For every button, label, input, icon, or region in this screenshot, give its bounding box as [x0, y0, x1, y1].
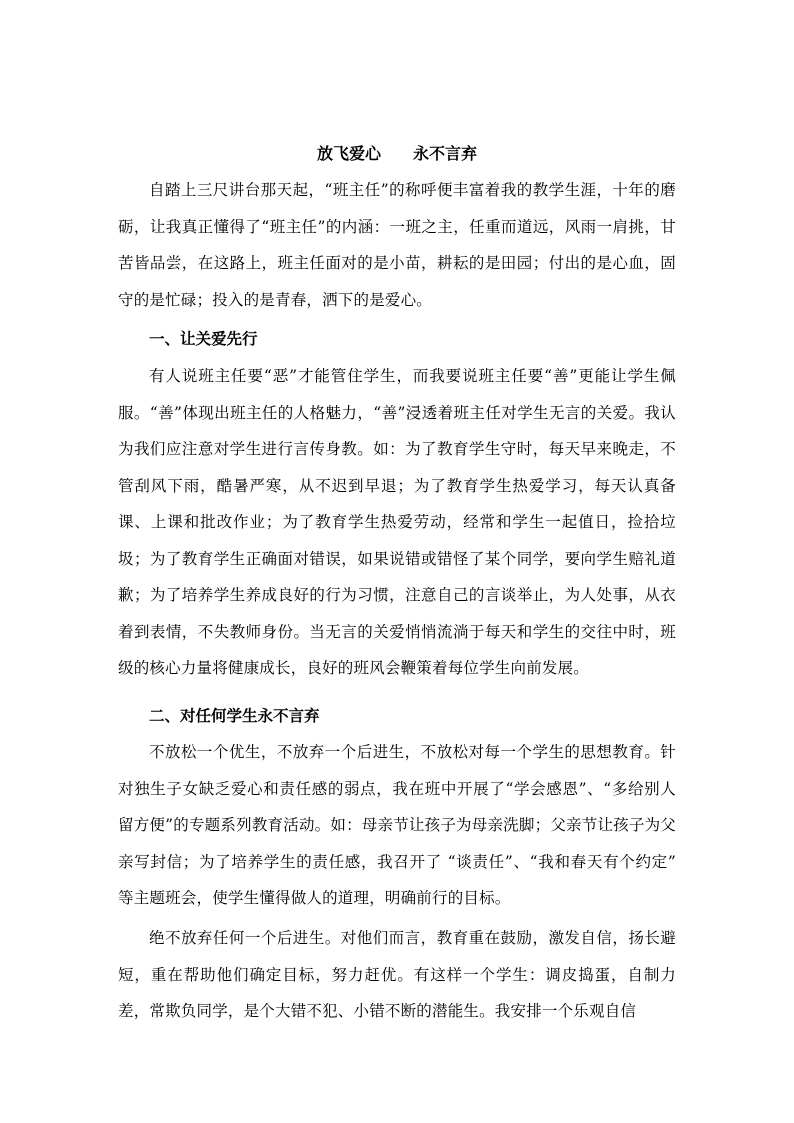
intro-paragraph: 自踏上三尺讲台那天起，“班主任”的称呼便丰富着我的教学生涯，十年的磨砺，让我真正懂得了“班主任”的内涵：一班之主，任重而道远，风雨一肩挑，甘苦皆品尝，在这路上，班主任面对的是小苗，耕耘的是田园；付出的是心血，固守的是忙碌；投入的是青春，洒下的是爱心。: [118, 181, 676, 309]
section-2-paragraph-1: 不放松一个优生，不放弃一个后进生，不放松对每一个学生的思想教育。针对独生子女缺乏爱心和责任感的弱点，我在班中开展了“学会感恩”、“多给别人留方便”的专题系列教育活动。如：母亲节让孩子为母亲洗脚；父亲节让孩子为父亲写封信；为了培养学生的责任感，我召开了 “谈责任”、“我和春天有个约定” 等主题班会，使学生懂得做人的道理，明确前行的目标。: [118, 743, 676, 907]
section-1-heading: 一、让关爱先行: [149, 329, 258, 348]
section-2-heading: 二、对任何学生永不言弃: [149, 706, 320, 725]
section-1-paragraph: 有人说班主任要“恶”才能管住学生，而我要说班主任要“善”更能让学生佩服。“善”体现出班主任的人格魅力，“善”浸透着班主任对学生无言的关爱。我认为我们应注意对学生进行言传身教。如：为了教育学生守时，每天早来晚走，不管刮风下雨，酷暑严寒，从不迟到早退；为了教育学生热爱学习，每天认真备课、上课和批改作业；为了教育学生热爱劳动，经常和学生一起值日，捡拾垃圾；为了教育学生正确面对错误，如果说错或错怪了某个同学，要向学生赔礼道歉；为了培养学生养成良好的行为习惯，注意自己的言谈举止，为人处事，从衣着到表情，不失教师身份。当无言的关爱悄悄流淌于每天和学生的交往中时，班级的核心力量将健康成长，良好的班风会鞭策着每位学生向前发展。: [118, 367, 676, 677]
document-title: 放飞爱心 永不言弃: [316, 144, 477, 163]
section-2-paragraph-2: 绝不放弃任何一个后进生。对他们而言，教育重在鼓励，激发自信，扬长避短，重在帮助他们确定目标，努力赶优。有这样一个学生：调皮捣蛋，自制力差，常欺负同学，是个大错不犯、小错不断的潜能生。我安排一个乐观自信: [118, 929, 676, 1020]
